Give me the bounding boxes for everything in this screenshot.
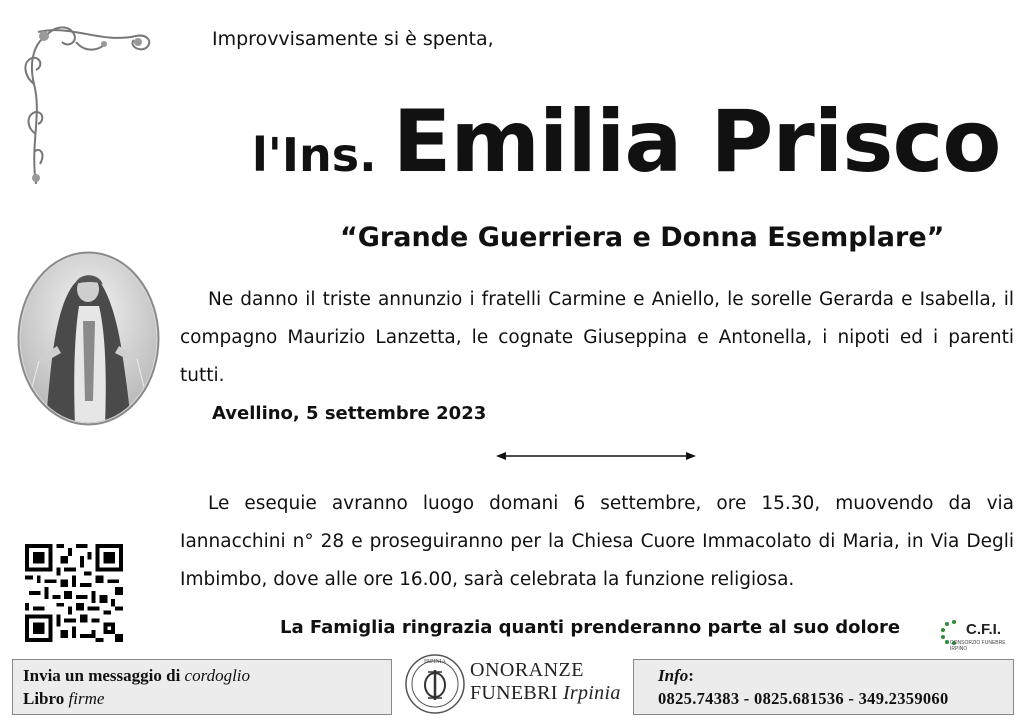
guestbook-prefix: Libro (23, 689, 69, 708)
announcement-paragraph: Ne danno il triste annunzio i fratelli Carmine e Aniello, le sorelle Gerarda e Isabella, il compagno Maurizio Lanzetta, le cognate Giuseppina e Antonella, i nipoti ed i parenti tutti. (180, 289, 1014, 386)
brand-line2 (470, 681, 621, 705)
intro-text: Improvvisamente si è spenta, (212, 28, 494, 50)
cfi-sublabel: CONSORZIO FUNEBRE IRPINO (950, 640, 1006, 652)
phone-numbers[interactable]: 0825.74383 - 0825.681536 - 349.2359060 (658, 689, 949, 708)
condolence-box[interactable] (12, 659, 392, 715)
info-box (633, 659, 1014, 715)
deceased-name: Emilia Prisco (392, 92, 1001, 192)
title-prefix: l'Ins. (252, 128, 377, 182)
condolence-link[interactable] (23, 666, 250, 686)
brand-line2-prefix: FUNEBRI (470, 682, 563, 704)
deceased-name-line (252, 92, 1001, 192)
funeral-paragraph: Le esequie avranno luogo domani 6 settembre, ore 15.30, muovendo da via Iannacchini n° 28 e proseguiranno per la Chiesa Cuore Immacolato di Maria, in Via Degli Imbimbo, dove alle ore 16.00, sarà celebrata la funzione religiosa. (180, 493, 1014, 590)
brand-name (470, 659, 621, 705)
seal-text: IRPINIA (424, 659, 446, 665)
condolence-prefix: Invia un messaggio di (23, 666, 185, 685)
info-label: Info (658, 666, 689, 685)
place-date: Avellino, 5 settembre 2023 (212, 403, 487, 424)
family-thanks: La Famiglia ringrazia quanti prenderanno parte al suo dolore (280, 617, 901, 638)
guestbook-link[interactable] (23, 689, 104, 709)
corner-flourish-icon (16, 14, 156, 189)
qr-code-icon[interactable] (24, 544, 124, 642)
brand-line2-italic: Irpinia (562, 682, 621, 704)
condolence-italic: cordoglio (184, 666, 251, 685)
cfi-label: C.F.I. (966, 621, 1002, 638)
info-colon: : (688, 666, 694, 685)
double-arrow-divider-icon (496, 450, 696, 462)
info-label-line (658, 666, 694, 686)
subtitle-quote: “Grande Guerriera e Donna Esemplare” (340, 222, 945, 253)
brand-line1: ONORANZE (470, 659, 584, 681)
brand-seal-icon (404, 652, 466, 716)
guestbook-italic: firme (68, 689, 105, 708)
madonna-portrait-icon (17, 251, 160, 426)
